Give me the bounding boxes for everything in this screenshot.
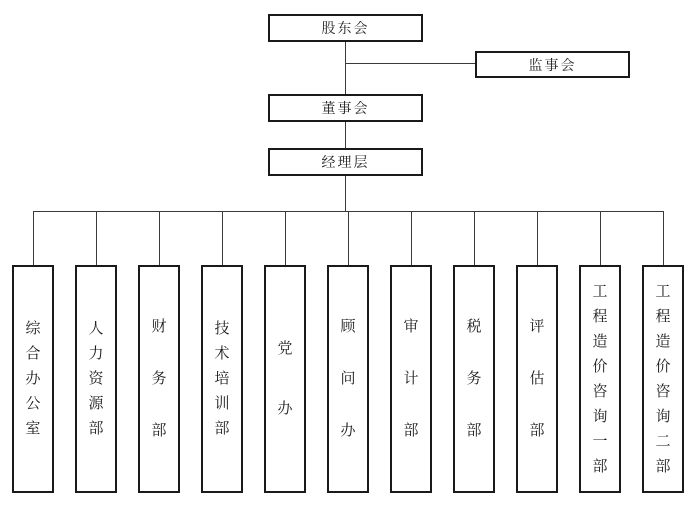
department-label-char: 办	[340, 423, 356, 439]
connector-drop-3	[222, 211, 223, 265]
department-label-char: 工	[655, 283, 671, 300]
department-label-char: 评	[529, 319, 545, 335]
department-label-char: 合	[25, 346, 41, 362]
department-label-char: 办	[25, 371, 41, 387]
node-department-9	[579, 265, 621, 493]
department-label-char: 咨	[592, 383, 608, 400]
node-department-6	[390, 265, 432, 493]
department-label-char: 财	[151, 319, 167, 335]
department-label-char: 资	[88, 371, 104, 387]
department-label-char: 人	[88, 321, 104, 337]
connector-branch-supervisory	[345, 63, 475, 64]
department-label-char: 部	[151, 423, 167, 439]
node-department-1	[75, 265, 117, 493]
connector-drop-1	[96, 211, 97, 265]
node-department-4	[264, 265, 306, 493]
node-department-8	[516, 265, 558, 493]
node-supervisory-board-label: 监事会	[528, 58, 577, 74]
department-label-char: 术	[214, 346, 230, 362]
connector-drop-10	[663, 211, 664, 265]
department-label-char: 审	[403, 319, 419, 335]
department-label-char: 部	[214, 421, 230, 437]
node-shareholders-label: 股东会	[321, 22, 370, 37]
node-management-label: 经理层	[321, 156, 370, 171]
department-label-char: 务	[151, 371, 167, 387]
connector-management-to-rail	[345, 176, 346, 212]
department-label-char: 一	[592, 433, 608, 450]
connector-drop-2	[159, 211, 160, 265]
node-department-3	[201, 265, 243, 493]
node-board-of-directors	[268, 94, 423, 122]
department-label-char: 培	[214, 371, 230, 387]
node-department-5	[327, 265, 369, 493]
department-label-char: 询	[655, 408, 671, 425]
department-label-char: 税	[466, 319, 482, 335]
department-label-char: 部	[466, 423, 482, 439]
department-label-char: 务	[466, 371, 482, 387]
department-label-char: 训	[214, 396, 230, 412]
node-department-10	[642, 265, 684, 493]
department-label-char: 公	[25, 396, 41, 412]
department-label-char: 力	[88, 346, 104, 362]
department-label-char: 问	[340, 371, 356, 387]
department-label-char: 造	[592, 333, 608, 350]
node-shareholders	[268, 14, 423, 42]
node-management	[268, 148, 423, 176]
connector-drop-7	[474, 211, 475, 265]
department-label-char: 部	[592, 458, 608, 475]
department-label-char: 程	[592, 308, 608, 325]
department-label-char: 部	[529, 423, 545, 439]
department-label-char: 综	[25, 321, 41, 337]
department-label-char: 源	[88, 396, 104, 412]
node-department-0	[12, 265, 54, 493]
department-label-char: 询	[592, 408, 608, 425]
department-label-char: 二	[655, 433, 671, 450]
node-supervisory-board	[475, 51, 630, 78]
node-department-2	[138, 265, 180, 493]
department-label-char: 计	[403, 371, 419, 387]
department-label-char: 室	[25, 421, 41, 437]
connector-board-to-management	[345, 122, 346, 148]
department-label-char: 办	[277, 401, 293, 417]
connector-drop-4	[285, 211, 286, 265]
connector-drop-5	[348, 211, 349, 265]
department-label-char: 价	[655, 358, 671, 375]
department-label-char: 程	[655, 308, 671, 325]
department-label-char: 估	[529, 371, 545, 387]
connector-drop-8	[537, 211, 538, 265]
node-department-7	[453, 265, 495, 493]
department-label-char: 党	[277, 341, 293, 357]
department-label-char: 咨	[655, 383, 671, 400]
department-label-char: 顾	[340, 319, 356, 335]
department-label-char: 部	[88, 421, 104, 437]
department-label-char: 造	[655, 333, 671, 350]
department-label-char: 价	[592, 358, 608, 375]
connector-drop-0	[33, 211, 34, 265]
department-label-char: 技	[214, 321, 230, 337]
department-label-char: 部	[403, 423, 419, 439]
connector-drop-6	[411, 211, 412, 265]
node-board-of-directors-label: 董事会	[321, 102, 370, 117]
department-label-char: 工	[592, 283, 608, 300]
department-label-char: 部	[655, 458, 671, 475]
connector-root-to-board	[345, 42, 346, 94]
connector-drop-9	[600, 211, 601, 265]
